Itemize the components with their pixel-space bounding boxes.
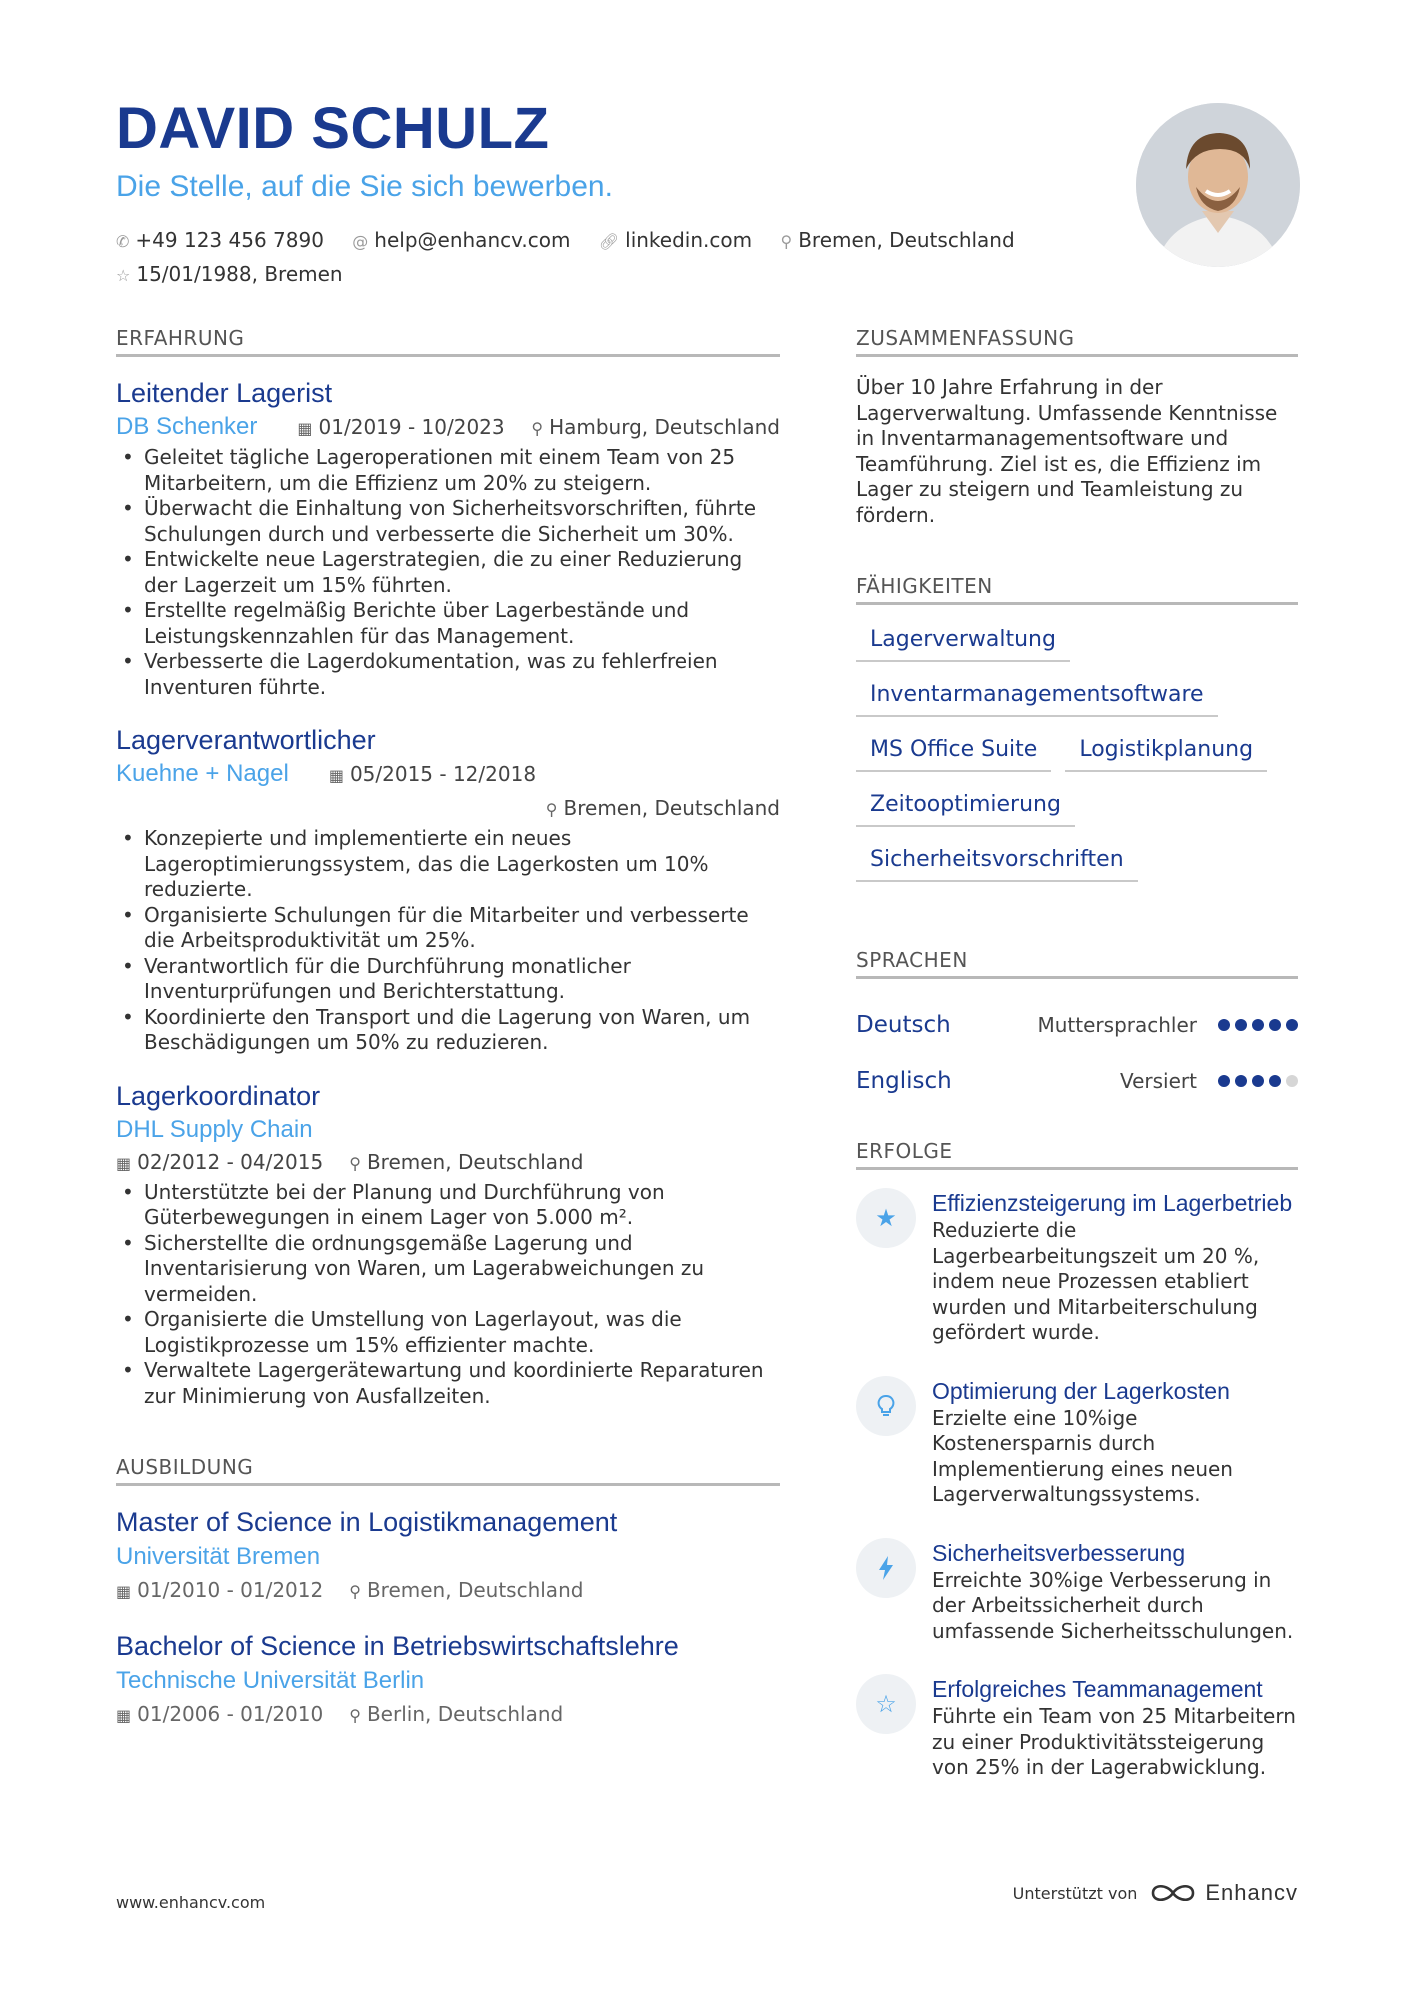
rating-dot-filled bbox=[1269, 1019, 1281, 1031]
location-icon: ⚲ bbox=[780, 232, 793, 251]
candidate-name: DAVID SCHULZ bbox=[116, 96, 550, 161]
calendar-icon: ▦ bbox=[116, 1153, 132, 1173]
target-role: Die Stelle, auf die Sie sich bewerben. bbox=[116, 170, 613, 203]
location-icon: ⚲ bbox=[349, 1706, 361, 1725]
achievement-item bbox=[856, 1188, 1298, 1346]
achievement-desc: Reduzierte die Lagerbearbeitungszeit um 20 %, indem neue Prozessen etabliert wurden und Mitarbeiterschulung gefördert wurde. bbox=[932, 1218, 1260, 1344]
degree-title: Master of Science in Logistikmanagement bbox=[116, 1507, 618, 1537]
job-title: Lagerverantwortlicher bbox=[116, 725, 376, 755]
education-meta bbox=[116, 1698, 780, 1732]
education-item bbox=[116, 1628, 780, 1732]
bullet-item: • Verwaltete Lagergerätewartung und koordinierte Reparaturen zur Minimierung von Ausfallzeiten. bbox=[116, 1358, 780, 1409]
calendar-icon: ▦ bbox=[116, 1706, 132, 1725]
languages-list bbox=[856, 997, 1298, 1109]
contact-phone: ✆ +49 123 456 7890 bbox=[116, 228, 324, 252]
skill-tag: Sicherheitsvorschriften bbox=[856, 843, 1138, 882]
lightbulb-icon bbox=[856, 1376, 916, 1436]
contact-linkedin[interactable]: 🔗︎ linkedin.com bbox=[598, 228, 753, 252]
summary-heading: ZUSAMMENFASSUNG bbox=[856, 326, 1298, 357]
avatar-illustration bbox=[1136, 103, 1300, 267]
link-icon: 🔗︎ bbox=[598, 232, 620, 251]
calendar-icon: ▦ bbox=[116, 1582, 132, 1601]
job-meta bbox=[116, 1114, 780, 1180]
achievement-title: Sicherheitsverbesserung bbox=[932, 1539, 1186, 1566]
phone-icon: ✆ bbox=[116, 232, 130, 251]
bullet-item: • Koordinierte den Transport und die Lagerung von Waren, um Beschädigungen um 50% zu reduzieren. bbox=[116, 1005, 780, 1056]
achievement-item bbox=[856, 1538, 1298, 1645]
rating-dot-filled bbox=[1235, 1075, 1247, 1087]
job-bullets bbox=[116, 826, 780, 1056]
achievement-title: Effizienzsteigerung im Lagerbetrieb bbox=[932, 1190, 1293, 1216]
language-level: Versiert bbox=[1119, 1069, 1197, 1093]
rating-dot-filled bbox=[1218, 1019, 1230, 1031]
company-name: DB Schenker bbox=[116, 413, 258, 440]
enhancv-logo-icon bbox=[1149, 1880, 1197, 1906]
company-name: DHL Supply Chain bbox=[116, 1115, 313, 1143]
education-meta bbox=[116, 1574, 780, 1608]
rating-dot-filled bbox=[1269, 1075, 1281, 1087]
job-bullets bbox=[116, 1180, 780, 1410]
education-item bbox=[116, 1504, 780, 1608]
achievement-item bbox=[856, 1376, 1298, 1508]
job-dates: ▦ 05/2015 - 12/2018 bbox=[328, 762, 537, 786]
achievement-title: Optimierung der Lagerkosten bbox=[932, 1377, 1230, 1404]
company-name: Kuehne + Nagel bbox=[116, 760, 289, 787]
skills-list bbox=[856, 623, 1298, 898]
languages-heading: SPRACHEN bbox=[856, 948, 1298, 979]
location-icon: ⚲ bbox=[349, 1153, 361, 1173]
location-icon: ⚲ bbox=[545, 800, 558, 819]
star-filled-icon: ★ bbox=[856, 1188, 916, 1248]
calendar-icon: ▦ bbox=[328, 766, 344, 785]
skill-tag: Zeitooptimierung bbox=[856, 788, 1075, 827]
achievement-desc: Führte ein Team von 25 Mitarbeitern zu einer Produktivitätssteigerung von 25% in der Lagerabwicklung. bbox=[932, 1704, 1296, 1779]
bullet-item: • Organisierte Schulungen für die Mitarbeiter und verbesserte die Arbeitsproduktivität um 25%. bbox=[116, 903, 780, 954]
profile-photo bbox=[1136, 103, 1300, 267]
school-name: Universität Bremen bbox=[116, 1543, 321, 1570]
language-item bbox=[856, 1053, 1298, 1109]
degree-title: Bachelor of Science in Betriebswirtschaftslehre bbox=[116, 1631, 679, 1661]
achievement-item bbox=[856, 1674, 1298, 1781]
experience-item bbox=[116, 1078, 780, 1410]
skill-tag: Inventarmanagementsoftware bbox=[856, 678, 1218, 717]
bullet-item: • Geleitet tägliche Lageroperationen mit einem Team von 25 Mitarbeitern, um die Effizienz um 20% zu steigern. bbox=[116, 445, 780, 496]
experience-item bbox=[116, 375, 780, 700]
summary-text: Über 10 Jahre Erfahrung in der Lagerverwaltung. Umfassende Kenntnisse in Inventarmanagementsoftware und Teamführung. Ziel ist es, die Effizienz im Lager zu steigern und Teamleistung zu fördern. bbox=[856, 375, 1278, 527]
language-name: Deutsch bbox=[856, 1012, 951, 1038]
job-location: ⚲ Hamburg, Deutschland bbox=[531, 415, 780, 439]
job-location: ⚲ Bremen, Deutschland bbox=[349, 1149, 584, 1174]
bullet-item: • Organisierte die Umstellung von Lagerlayout, was die Logistikprozesse um 15% effizienter machte. bbox=[116, 1307, 780, 1358]
rating-dot-filled bbox=[1252, 1075, 1264, 1087]
education-dates: ▦ 01/2006 - 01/2010 bbox=[116, 1702, 324, 1726]
contact-birth: ☆ 15/01/1988, Bremen bbox=[116, 262, 343, 286]
achievement-title: Erfolgreiches Teammanagement bbox=[932, 1676, 1263, 1702]
job-location: ⚲ Bremen, Deutschland bbox=[545, 796, 780, 820]
language-rating bbox=[1213, 1019, 1298, 1031]
experience-heading: ERFAHRUNG bbox=[116, 326, 780, 357]
bullet-item: • Unterstützte bei der Planung und Durchführung von Güterbewegungen in einem Lager von 5.000 m². bbox=[116, 1180, 780, 1231]
rating-dot-filled bbox=[1218, 1075, 1230, 1087]
bullet-item: • Sicherstellte die ordnungsgemäße Lagerung und Inventarisierung von Waren, um Lagerabweichungen zu vermeiden. bbox=[116, 1231, 780, 1308]
job-meta bbox=[116, 411, 780, 445]
bullet-item: • Erstellte regelmäßig Berichte über Lagerbestände und Leistungskennzahlen für das Management. bbox=[116, 598, 780, 649]
education-location: ⚲ Berlin, Deutschland bbox=[349, 1702, 564, 1726]
bullet-item: • Entwickelte neue Lagerstrategien, die zu einer Reduzierung der Lagerzeit um 15% führten. bbox=[116, 547, 780, 598]
bullet-item: • Überwacht die Einhaltung von Sicherheitsvorschriften, führte Schulungen durch und verbesserte die Sicherheit um 30%. bbox=[116, 496, 780, 547]
rating-dot-filled bbox=[1252, 1019, 1264, 1031]
brand-name: Enhancv bbox=[1205, 1880, 1298, 1905]
star-outline-icon: ☆ bbox=[856, 1674, 916, 1734]
bullet-item: • Verbesserte die Lagerdokumentation, was zu fehlerfreien Inventuren führte. bbox=[116, 649, 780, 700]
star-icon: ☆ bbox=[116, 266, 131, 285]
left-column bbox=[116, 326, 780, 1752]
skill-tag: Lagerverwaltung bbox=[856, 623, 1070, 662]
job-dates: ▦ 01/2019 - 10/2023 bbox=[297, 415, 505, 439]
right-column bbox=[856, 326, 1298, 1811]
powered-by-label: Unterstützt von bbox=[1012, 1883, 1138, 1903]
job-dates: ▦ 02/2012 - 04/2015 bbox=[116, 1149, 324, 1174]
skill-tag: MS Office Suite bbox=[856, 733, 1051, 772]
rating-dot-filled bbox=[1286, 1019, 1298, 1031]
footer-website[interactable]: www.enhancv.com bbox=[116, 1893, 266, 1912]
achievement-desc: Erreichte 30%ige Verbesserung in der Arbeitssicherheit durch umfassende Sicherheitsschulungen. bbox=[932, 1567, 1294, 1643]
achievements-heading: ERFOLGE bbox=[856, 1139, 1298, 1170]
contact-email[interactable]: @ help@enhancv.com bbox=[352, 228, 571, 252]
achievement-desc: Erzielte eine 10%ige Kostenersparnis durch Implementierung eines neuen Lagerverwaltungssystems. bbox=[932, 1405, 1233, 1506]
location-icon: ⚲ bbox=[531, 419, 544, 438]
job-title: Lagerkoordinator bbox=[116, 1080, 321, 1111]
education-location: ⚲ Bremen, Deutschland bbox=[349, 1578, 584, 1602]
bullet-item: • Verantwortlich für die Durchführung monatlicher Inventurprüfungen und Berichterstattung. bbox=[116, 954, 780, 1005]
contact-list bbox=[116, 224, 1066, 292]
language-item bbox=[856, 997, 1298, 1053]
job-title: Leitender Lagerist bbox=[116, 378, 333, 408]
rating-dot-empty bbox=[1286, 1075, 1298, 1087]
language-rating bbox=[1213, 1075, 1298, 1087]
job-bullets bbox=[116, 445, 780, 700]
education-heading: AUSBILDUNG bbox=[116, 1455, 780, 1486]
calendar-icon: ▦ bbox=[297, 419, 313, 438]
contact-location: ⚲ Bremen, Deutschland bbox=[780, 228, 1015, 252]
language-level: Muttersprachler bbox=[1037, 1013, 1197, 1037]
bolt-icon bbox=[856, 1538, 916, 1598]
skill-tag: Logistikplanung bbox=[1065, 733, 1267, 772]
language-name: Englisch bbox=[856, 1068, 952, 1094]
at-icon: @ bbox=[352, 232, 369, 251]
school-name: Technische Universität Berlin bbox=[116, 1667, 425, 1694]
footer-branding bbox=[1013, 1880, 1298, 1906]
location-icon: ⚲ bbox=[349, 1582, 361, 1601]
job-meta bbox=[116, 758, 780, 826]
rating-dot-filled bbox=[1235, 1019, 1247, 1031]
experience-item bbox=[116, 722, 780, 1056]
bullet-item: • Konzepierte und implementierte ein neues Lageroptimierungssystem, das die Lagerkosten um 10% reduzierte. bbox=[116, 826, 780, 903]
education-dates: ▦ 01/2010 - 01/2012 bbox=[116, 1578, 324, 1602]
skills-heading: FÄHIGKEITEN bbox=[856, 574, 1298, 605]
